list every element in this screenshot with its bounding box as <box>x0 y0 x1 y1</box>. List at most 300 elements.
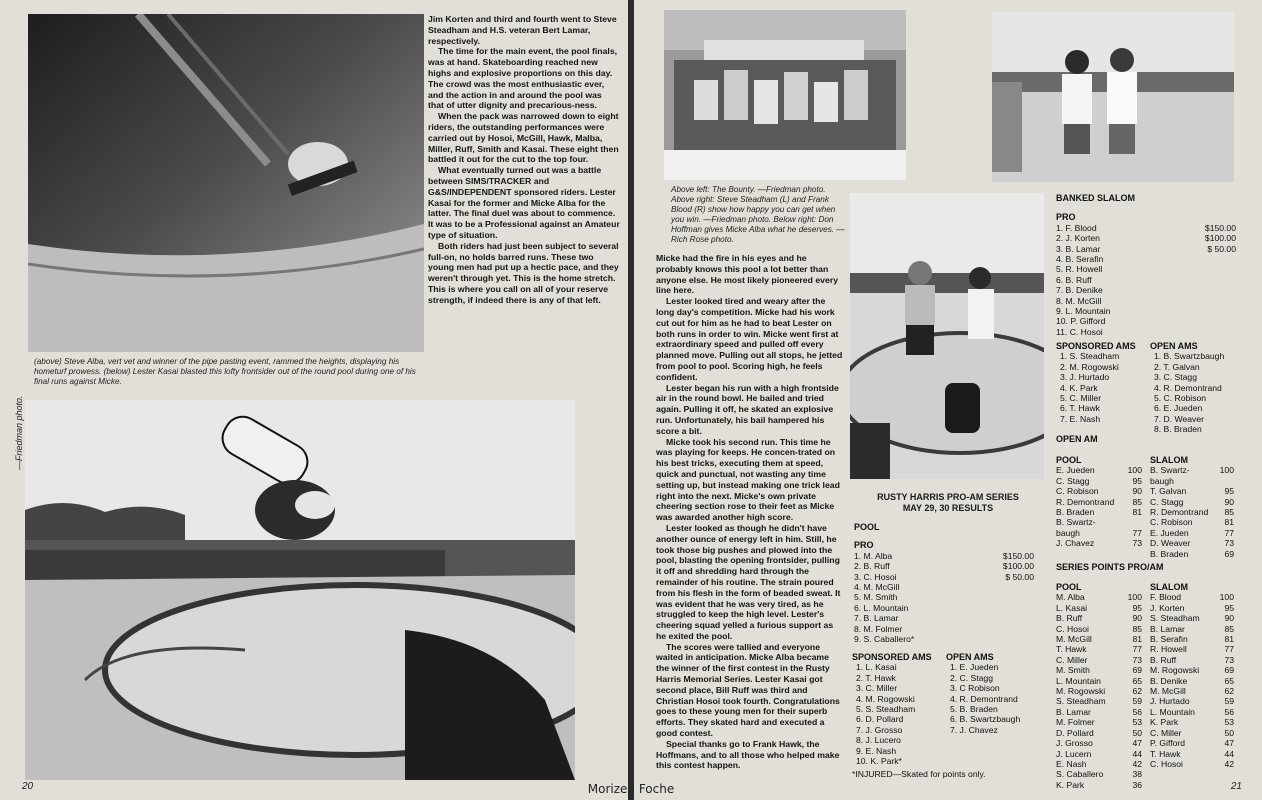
result-name: B. Braden <box>1056 507 1095 518</box>
result-item: 5. C. Robison <box>1154 393 1207 404</box>
slalom-sponsored-heading: SPONSORED AMS <box>1056 341 1136 351</box>
open-am-slalom <box>1150 455 1234 559</box>
result-row <box>1056 686 1142 696</box>
result-row <box>1056 497 1142 507</box>
result-value <box>1196 254 1236 264</box>
result-name: J. Korten <box>1150 602 1185 613</box>
result-name: R. Howell <box>1150 644 1187 655</box>
result-value: 73 <box>1224 538 1234 549</box>
result-name: C. Hosoi <box>1150 758 1183 769</box>
result-item: 1. S. Steadham <box>1060 351 1120 362</box>
result-value: 81 <box>1132 507 1142 518</box>
result-row <box>1150 624 1234 634</box>
result-value: 44 <box>1132 748 1142 759</box>
result-name: 10. P. Gifford <box>1056 316 1106 327</box>
photo-handshake <box>850 193 1044 479</box>
result-row <box>1056 275 1236 285</box>
result-name: R. Demontrand <box>1150 507 1209 518</box>
result-name: S. Steadham <box>1056 696 1106 707</box>
result-value: 100 <box>1219 592 1234 603</box>
result-row <box>854 592 1034 602</box>
article-paragraph: Jim Korten and third and fourth went to Steve Steadham and H.S. veteran Bert Lamar, respectively. <box>428 14 617 46</box>
result-item: 6. T. Hawk <box>1060 403 1100 414</box>
result-row <box>1056 254 1236 264</box>
pool-heading: POOL <box>854 522 880 532</box>
result-value: 50 <box>1224 727 1234 738</box>
result-item: 3. C Robison <box>950 683 1000 694</box>
page-number-left: 20 <box>22 781 34 792</box>
result-row <box>1056 696 1142 706</box>
result-row <box>1056 592 1142 602</box>
result-row <box>854 613 1034 623</box>
result-item: 10. K. Park* <box>856 756 902 767</box>
result-name: 7. B. Lamar <box>854 613 899 624</box>
pool-pro-list <box>854 551 1034 645</box>
article-paragraph: Lester began his run with a high frontside air in the round bowl. He bailed and tried again. Pulling it off, he skated an explosive run. Unfortunately, his bail hampered his score a bit. <box>656 382 839 436</box>
photo-pool-air <box>25 400 575 780</box>
result-value: 47 <box>1224 738 1234 749</box>
result-row <box>1056 624 1142 634</box>
result-name: 9. L. Mountain <box>1056 306 1111 317</box>
result-name: B. Braden <box>1150 548 1189 559</box>
result-name: M. McGill <box>1150 686 1186 697</box>
result-value: 69 <box>1132 665 1142 676</box>
result-row <box>1150 738 1234 748</box>
result-value <box>994 592 1034 602</box>
result-row <box>1056 655 1142 665</box>
result-item: 1. L. Kasai <box>856 662 897 673</box>
result-name: 2. J. Korten <box>1056 233 1100 244</box>
left-page <box>0 0 628 800</box>
result-name: 4. B. Serafin <box>1056 254 1104 265</box>
result-value <box>1124 517 1142 527</box>
result-row <box>854 572 1034 582</box>
result-name: P. Gifford <box>1150 738 1186 749</box>
result-value: $100.00 <box>1204 233 1236 244</box>
result-name: C. Robison <box>1056 486 1099 497</box>
result-row <box>1056 769 1142 779</box>
result-name: B. Ruff <box>1150 654 1177 665</box>
result-row <box>1150 476 1234 486</box>
result-row <box>1150 696 1234 706</box>
photo-caption-left: (above) Steve Alba, vert vet and winner of the pipe pasting event, rammed the heights, displaying his hometurf prowess. (below) Lester Kasai blasted this lofty frontsider out of the round pool during one of his final runs against Micke. <box>34 357 416 386</box>
result-name: D. Weaver <box>1150 538 1191 549</box>
result-name: M. Rogowski <box>1056 686 1106 697</box>
result-value: 90 <box>1224 613 1234 624</box>
result-value <box>994 613 1034 623</box>
result-item: 2. T. Hawk <box>856 672 896 683</box>
result-value <box>994 582 1034 592</box>
result-row <box>1056 306 1236 316</box>
result-row <box>1056 327 1236 337</box>
result-row <box>1056 759 1142 769</box>
result-row <box>1056 486 1142 496</box>
slalom-open <box>1150 341 1240 435</box>
result-value: 73 <box>1132 654 1142 665</box>
result-row <box>1056 749 1142 759</box>
result-value: 85 <box>1132 496 1142 507</box>
result-name: 1. M. Alba <box>854 550 893 561</box>
open-am-slalom-heading: SLALOM <box>1150 455 1188 465</box>
result-name: T. Galvan <box>1150 486 1187 497</box>
result-name: E. Nash <box>1056 758 1087 769</box>
result-value: 47 <box>1132 738 1142 749</box>
result-row <box>1150 603 1234 613</box>
page-number-right: 21 <box>1230 781 1242 792</box>
result-item: 6. B. Swartzbaugh <box>950 714 1021 725</box>
result-name: C. Stagg <box>1056 475 1090 486</box>
result-item: 7. E. Nash <box>1060 413 1101 424</box>
result-name: D. Pollard <box>1056 727 1094 738</box>
result-value: 77 <box>1224 644 1234 655</box>
result-row <box>854 551 1034 561</box>
result-name: 6. B. Ruff <box>1056 274 1092 285</box>
slalom-sponsored <box>1056 341 1150 424</box>
result-name: L. Mountain <box>1150 706 1195 717</box>
result-row <box>1150 528 1234 538</box>
series-slalom <box>1150 582 1234 769</box>
result-name: baugh <box>1150 475 1174 486</box>
result-item: 4. K. Park <box>1060 382 1098 393</box>
result-row <box>1056 644 1142 654</box>
result-item: 2. C. Stagg <box>950 672 993 683</box>
photo-trophies <box>664 10 906 180</box>
result-row <box>1056 676 1142 686</box>
result-value: 73 <box>1132 538 1142 549</box>
result-value: 95 <box>1224 602 1234 613</box>
result-row <box>1056 476 1142 486</box>
result-item: 5. S. Steadham <box>856 704 916 715</box>
result-value: 53 <box>1224 717 1234 728</box>
result-name: T. Hawk <box>1150 748 1181 759</box>
series-points-heading: SERIES POINTS PRO/AM <box>1056 562 1164 572</box>
result-row <box>1150 497 1234 507</box>
result-item: 4. R. Demontrand <box>950 693 1018 704</box>
series-pool <box>1056 582 1142 790</box>
result-row <box>1056 528 1142 538</box>
result-value <box>1196 296 1236 306</box>
result-row <box>1150 486 1234 496</box>
result-row <box>1150 749 1234 759</box>
result-name: C. Miller <box>1150 727 1182 738</box>
result-name: M. McGill <box>1056 634 1092 645</box>
result-row <box>1150 686 1234 696</box>
result-name: F. Blood <box>1150 592 1182 603</box>
article-column-right <box>656 253 844 771</box>
result-value: 56 <box>1132 706 1142 717</box>
result-value: 100 <box>1127 465 1142 476</box>
result-value: 90 <box>1224 496 1234 507</box>
result-value <box>1196 316 1236 326</box>
result-item: 4. M. Rogowski <box>856 693 915 704</box>
result-value <box>1196 285 1236 295</box>
result-item: 7. D. Weaver <box>1154 413 1204 424</box>
result-row <box>1056 728 1142 738</box>
photo-winners <box>992 12 1234 182</box>
results-title <box>852 492 1044 514</box>
result-value: 59 <box>1132 696 1142 707</box>
result-item: 8. J. Lucero <box>856 735 901 746</box>
result-value <box>994 603 1034 613</box>
article-paragraph: Micke took his second run. This time he was playing for keeps. He concen-trated on his best tricks, executing them at speed, quick and punctual, not wasting any time setting up, but instead making one trick lead right into the next. Micke's own private cheering section rose to their feet as Micke was awarded another high score. <box>656 436 840 523</box>
result-value <box>1216 476 1234 486</box>
result-name: J. Lucern <box>1056 748 1092 759</box>
result-row <box>1150 634 1234 644</box>
result-value: 100 <box>1127 592 1142 603</box>
result-row <box>1056 244 1236 254</box>
photo-credit-side: —Friedman photo. <box>14 395 24 470</box>
result-row <box>1056 223 1236 233</box>
result-value: 77 <box>1132 644 1142 655</box>
result-value: 90 <box>1132 486 1142 497</box>
article-paragraph: When the pack was narrowed down to eight riders, the outstanding performances were carried out by Hosoi, McGill, Hawk, Malba, Miller, Ruff, Smith and Kasai. These eight then battled it out for the cut to the top four. <box>428 111 619 165</box>
slalom-pro-list <box>1056 223 1236 337</box>
result-value: 65 <box>1224 675 1234 686</box>
result-name: L. Mountain <box>1056 675 1101 686</box>
pool-results <box>854 522 1034 644</box>
result-value: 42 <box>1224 758 1234 769</box>
slalom-heading: BANKED SLALOM <box>1056 193 1135 203</box>
result-name: B. Ruff <box>1056 613 1083 624</box>
result-item: 3. C. Miller <box>856 683 898 694</box>
result-value <box>1196 306 1236 316</box>
result-row <box>1056 517 1142 527</box>
result-name: 5. R. Howell <box>1056 264 1103 275</box>
open-am-pool <box>1056 455 1142 549</box>
result-name: R. Demontrand <box>1056 496 1115 507</box>
result-name: J. Hurtado <box>1150 696 1190 707</box>
result-name: J. Grosso <box>1056 738 1093 749</box>
pool-sponsored-list <box>852 662 944 766</box>
result-name: 3. C. Hosoi <box>854 571 897 582</box>
result-name: 2. B. Ruff <box>854 561 890 572</box>
result-name: 8. M. McGill <box>1056 295 1102 306</box>
result-name: baugh <box>1056 527 1080 538</box>
result-name: K. Park <box>1056 779 1085 790</box>
result-row <box>1056 316 1236 326</box>
result-name: S. Caballero <box>1056 769 1104 780</box>
slalom-pro-heading: PRO <box>1056 212 1076 223</box>
slalom-sponsored-list <box>1056 351 1150 424</box>
result-value: 95 <box>1224 486 1234 497</box>
result-item: 1. B. Swartzbaugh <box>1154 351 1225 362</box>
result-value: 65 <box>1132 675 1142 686</box>
watermark: Morizen Foche <box>587 782 675 796</box>
injured-note: *INJURED—Skated for points only. <box>852 769 986 779</box>
series-pool-heading: POOL <box>1056 582 1082 592</box>
result-row <box>1150 517 1234 527</box>
result-row <box>1056 665 1142 675</box>
result-value: 81 <box>1132 634 1142 645</box>
result-name: B. Lamar <box>1056 706 1091 717</box>
result-item: 7. J. Grosso <box>856 724 903 735</box>
result-value: 100 <box>1219 465 1234 476</box>
result-value: 62 <box>1224 686 1234 697</box>
result-value: 95 <box>1132 602 1142 613</box>
result-name: C. Miller <box>1056 654 1088 665</box>
results-title-line-2: MAY 29, 30 RESULTS <box>902 503 994 513</box>
result-row <box>1150 676 1234 686</box>
slalom-open-heading: OPEN AMS <box>1150 341 1198 351</box>
slalom-results <box>1056 193 1236 337</box>
result-row <box>1056 717 1142 727</box>
result-name: J. Chavez <box>1056 538 1095 549</box>
result-name: B. Denike <box>1150 675 1188 686</box>
result-item: 6. D. Pollard <box>856 714 904 725</box>
result-name: 8. M. Folmer <box>854 623 903 634</box>
result-value: $ 50.00 <box>1207 243 1236 254</box>
article-column-left <box>428 14 620 306</box>
result-row <box>1150 717 1234 727</box>
article-paragraph: Special thanks go to Frank Hawk, the Hoffmans, and to all those who helped make this contest happen. <box>656 738 840 771</box>
result-row <box>1150 549 1234 559</box>
result-name: K. Park <box>1150 717 1179 728</box>
result-name: 7. B. Denike <box>1056 285 1103 296</box>
article-paragraph: What eventually turned out was a battle between SIMS/TRACKER and G&S/INDEPENDENT sponsored riders. Lester Kasai for the former and Micke Alba for the latter. The final duel was about to commence. It was to be a Professional against an Amateur type of situation. <box>428 165 620 240</box>
result-row <box>1056 233 1236 243</box>
result-row <box>1056 613 1142 623</box>
result-item: 6. E. Jueden <box>1154 403 1203 414</box>
result-row <box>854 624 1034 634</box>
result-value: 69 <box>1224 665 1234 676</box>
result-name: 11. C. Hosoi <box>1056 326 1103 337</box>
series-pool-list <box>1056 592 1142 790</box>
result-value: 85 <box>1224 507 1234 518</box>
result-row <box>1056 296 1236 306</box>
result-row <box>854 634 1034 644</box>
result-value: 59 <box>1224 696 1234 707</box>
result-value: 77 <box>1224 527 1234 538</box>
result-row <box>1150 665 1234 675</box>
result-value <box>994 634 1034 644</box>
result-row <box>1150 613 1234 623</box>
result-row <box>1150 707 1234 717</box>
result-item: 8. B. Braden <box>1154 424 1202 435</box>
result-value: 36 <box>1132 779 1142 790</box>
photo-pipe-rider <box>28 14 424 352</box>
result-value: 53 <box>1132 717 1142 728</box>
slalom-open-list <box>1150 351 1240 434</box>
result-name: B. Serafin <box>1150 634 1188 645</box>
result-name: 4. M. McGill <box>854 582 900 593</box>
result-row <box>1056 285 1236 295</box>
open-am-pool-list <box>1056 465 1142 548</box>
result-item: 7. J. Chavez <box>950 724 998 735</box>
result-value: 95 <box>1132 475 1142 486</box>
result-item: 4. R. Demontrand <box>1154 382 1222 393</box>
result-row <box>1150 655 1234 665</box>
result-name: C. Stagg <box>1150 496 1184 507</box>
result-row <box>1056 634 1142 644</box>
result-row <box>1056 707 1142 717</box>
result-row <box>1056 738 1142 748</box>
pool-open-heading: OPEN AMS <box>946 652 994 662</box>
result-name: 1. F. Blood <box>1056 222 1097 233</box>
article-paragraph: Both riders had just been subject to several full-on, no holds barred runs. These two young men had put up a hectic pace, and they weren't through yet. This is the home stretch. This is where you call on all of your reserve strength, if indeed there is any of that left. <box>428 240 619 305</box>
result-value: 38 <box>1132 769 1142 780</box>
result-row <box>1150 538 1234 548</box>
series-heading-wrap <box>1056 562 1164 572</box>
result-name: M. Smith <box>1056 665 1090 676</box>
result-name: B. Swartz- <box>1056 517 1096 528</box>
result-value: 81 <box>1224 634 1234 645</box>
result-name: 3. B. Lamar <box>1056 243 1101 254</box>
result-row <box>1150 728 1234 738</box>
open-am-heading-wrap <box>1056 434 1098 444</box>
result-row <box>854 603 1034 613</box>
result-value: 56 <box>1224 706 1234 717</box>
result-name: B. Lamar <box>1150 623 1185 634</box>
result-name: 9. S. Caballero* <box>854 634 915 645</box>
result-item: 3. J. Hurtado <box>1060 372 1110 383</box>
pool-open-list <box>946 662 1046 735</box>
article-paragraph: Micke had the fire in his eyes and he probably knows this pool a lot better than anyone else. He most likely pioneered every line here. <box>656 253 839 296</box>
result-value: 62 <box>1132 686 1142 697</box>
result-value: 69 <box>1224 548 1234 559</box>
open-am-pool-heading: POOL <box>1056 455 1082 465</box>
result-name: 6. L. Mountain <box>854 602 909 613</box>
result-value: 85 <box>1224 623 1234 634</box>
result-value <box>1196 327 1236 337</box>
series-slalom-heading: SLALOM <box>1150 582 1188 592</box>
article-paragraph: Lester looked as though he didn't have another ounce of energy left in him. Still, he took those big pushes and plowed into the pool, blasting the opening frontsider, pulling it off and shredding hard through the remainder of his routine. The strain poured from his flesh in the form of beaded sweat. It was evident that he was very tired, as he struggled to keep the high level. Lester's cheering squad yelled a furious support as he exited the pool. <box>656 522 841 641</box>
result-item: 5. C. Miller <box>1060 393 1102 404</box>
result-name: C. Hosoi <box>1056 623 1089 634</box>
result-row <box>1150 644 1234 654</box>
result-row <box>854 561 1034 571</box>
result-value: 77 <box>1132 527 1142 538</box>
result-name: T. Hawk <box>1056 644 1087 655</box>
result-value: $150.00 <box>1204 222 1236 233</box>
result-item: 9. E. Nash <box>856 745 897 756</box>
open-am-heading: OPEN AM <box>1056 434 1098 444</box>
result-value: $ 50.00 <box>1005 571 1034 582</box>
article-paragraph: The time for the main event, the pool finals, was at hand. Skateboarding reached new highs and explosive proportions on this day. The crowd was the most enthusiastic ever, and the action in and around the pool was that of utter dignity and precarious-ness. <box>428 46 618 111</box>
result-value: 50 <box>1132 727 1142 738</box>
result-row <box>1150 465 1234 475</box>
result-value: 73 <box>1224 654 1234 665</box>
result-value: 85 <box>1132 623 1142 634</box>
result-value: 90 <box>1132 613 1142 624</box>
result-row <box>1056 603 1142 613</box>
pool-sponsored-heading: SPONSORED AMS <box>852 652 932 662</box>
result-item: 3. C. Stagg <box>1154 372 1197 383</box>
result-value <box>1196 264 1236 274</box>
result-value: $150.00 <box>1002 550 1034 561</box>
result-row <box>1056 507 1142 517</box>
open-am-slalom-list <box>1150 465 1234 559</box>
result-value: $100.00 <box>1002 561 1034 572</box>
result-name: C. Robison <box>1150 517 1193 528</box>
result-name: E. Jueden <box>1056 465 1095 476</box>
result-name: M. Alba <box>1056 592 1085 603</box>
result-value <box>1196 275 1236 285</box>
result-name: L. Kasai <box>1056 602 1088 613</box>
result-value: 81 <box>1224 517 1234 528</box>
result-row <box>1056 465 1142 475</box>
result-name: M. Folmer <box>1056 717 1095 728</box>
right-page <box>634 0 1262 800</box>
result-name: B. Swartz- <box>1150 465 1190 476</box>
result-row <box>854 582 1034 592</box>
result-row <box>1056 264 1236 274</box>
result-name: S. Steadham <box>1150 613 1200 624</box>
result-value: 42 <box>1132 758 1142 769</box>
result-item: 5. B. Braden <box>950 704 998 715</box>
pool-sponsored <box>852 652 944 766</box>
result-name: 5. M. Smith <box>854 592 898 603</box>
result-row <box>1150 759 1234 769</box>
